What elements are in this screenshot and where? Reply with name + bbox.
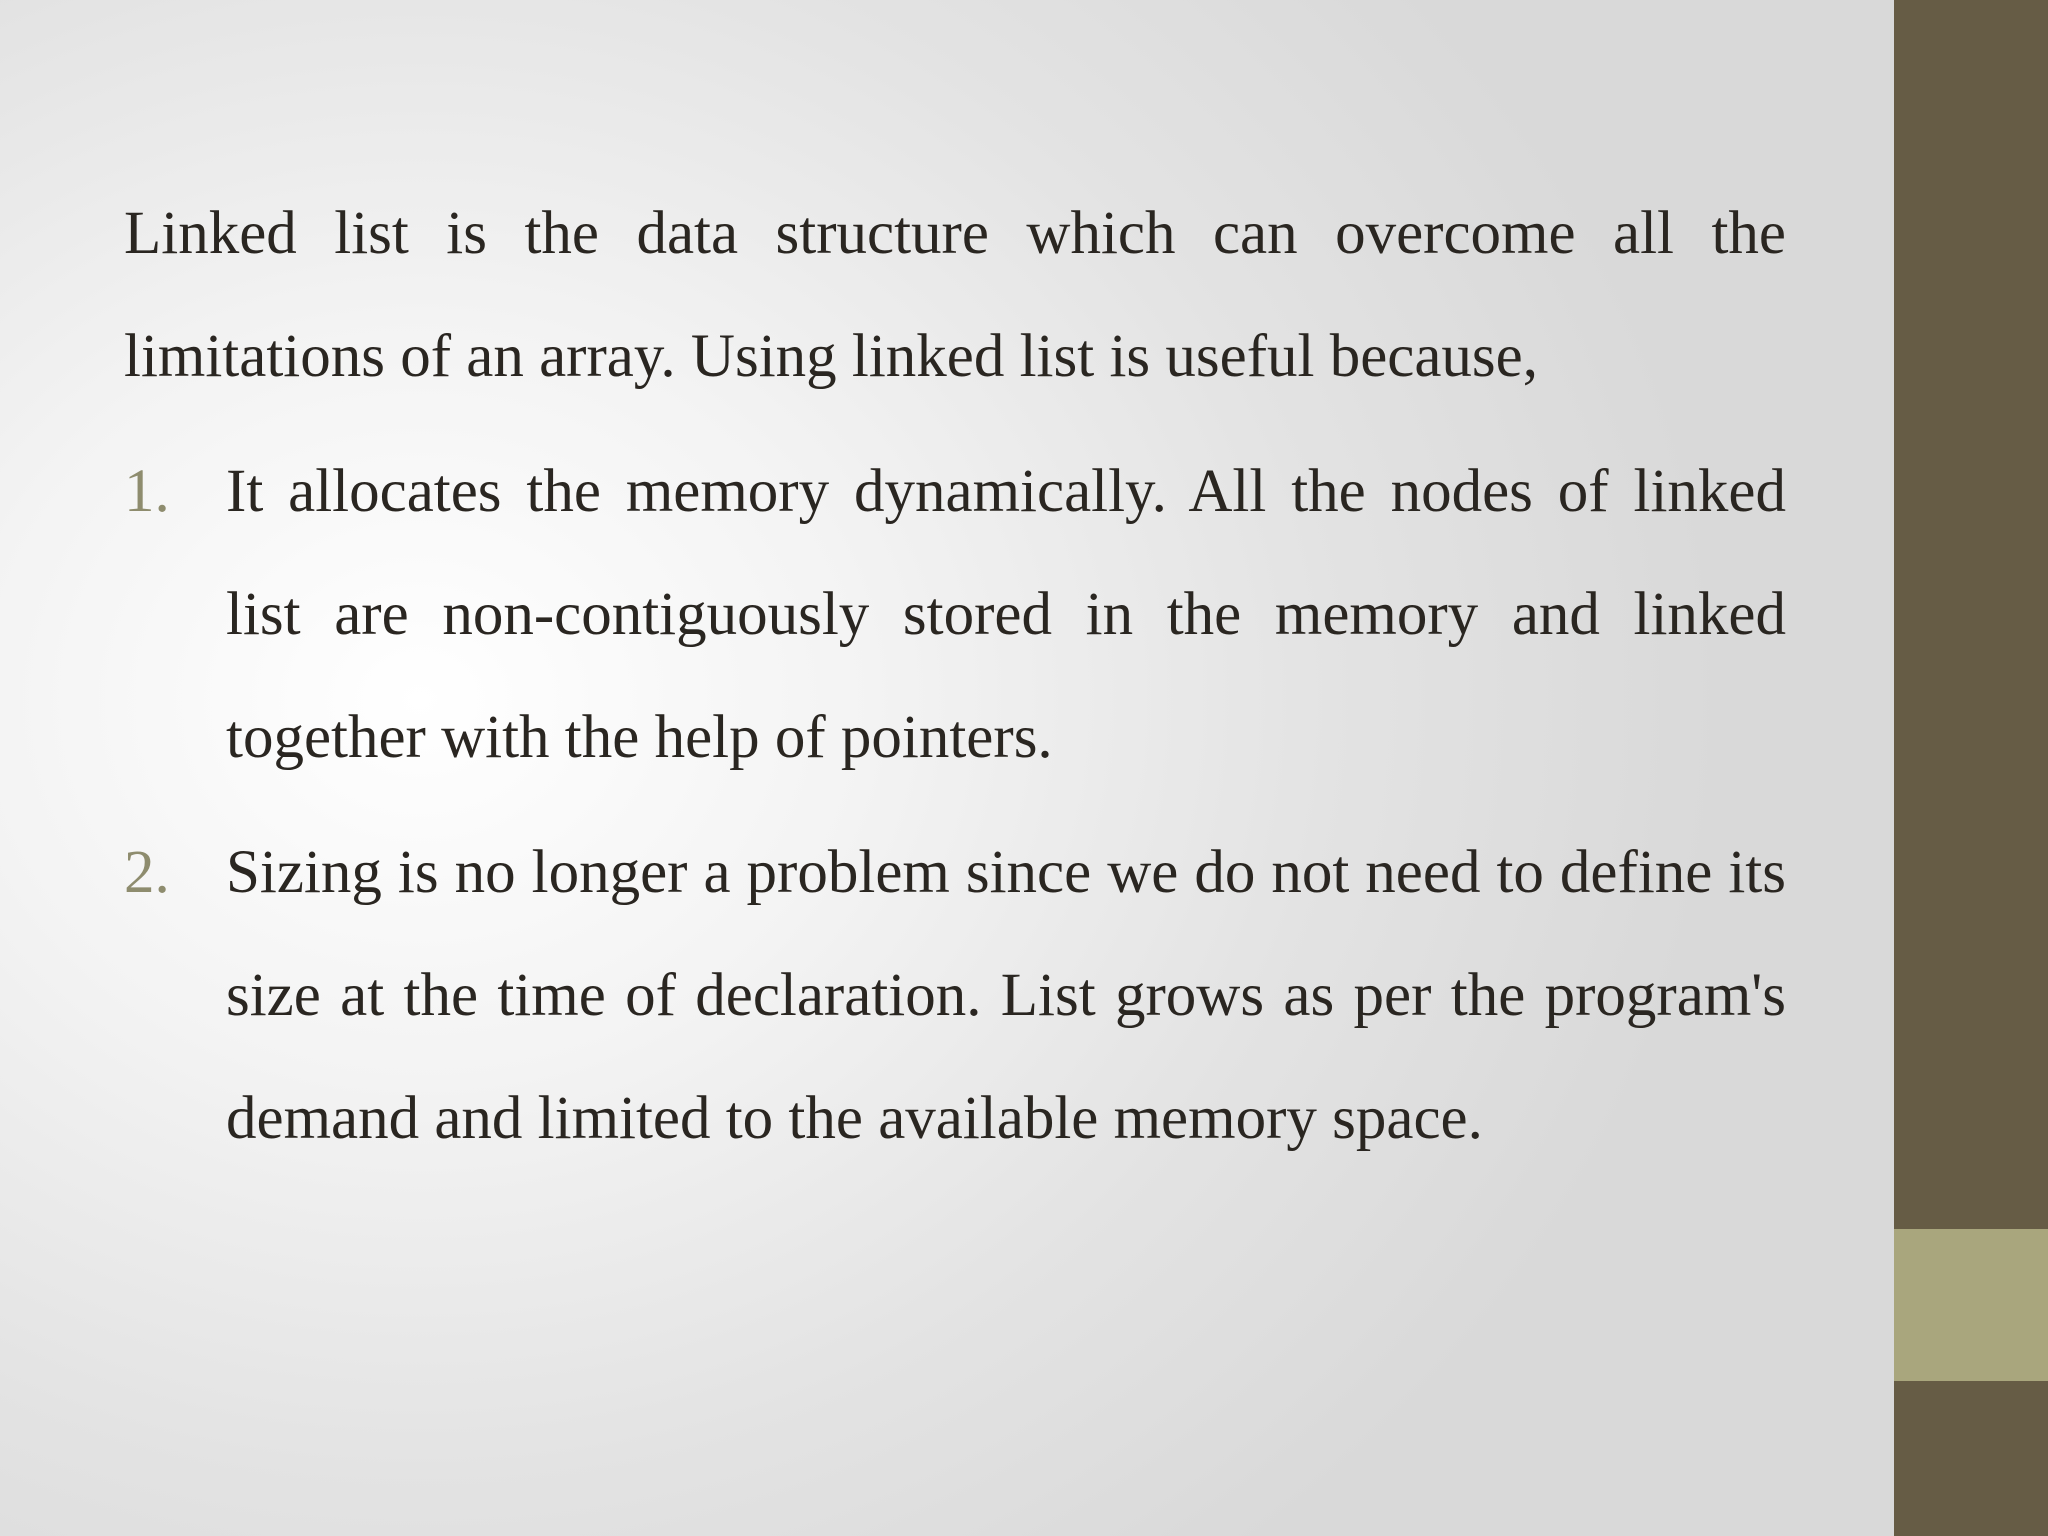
- list-item: [124, 430, 1786, 799]
- list-item-number: 2.: [124, 839, 170, 906]
- list-item-text: Sizing is no longer a problem since we do not need to define its size at the time of declaration. List grows as per the program's demand and limited to the available memory space.: [226, 839, 1786, 1152]
- side-bar-dark-top: [1894, 0, 2048, 1229]
- side-bar-accent-block: [1894, 1229, 2048, 1381]
- slide-content: [124, 172, 1786, 1192]
- side-bar-dark-bottom: [1894, 1381, 2048, 1536]
- list-item-text: It allocates the memory dynamically. All the nodes of linked list are non-contiguously stored in the memory and linked together with the help of pointers.: [226, 458, 1786, 771]
- list-item-number: 1.: [124, 458, 170, 525]
- list-item: [124, 811, 1786, 1180]
- intro-paragraph: Linked list is the data structure which can overcome all the limitations of an array. Using linked list is useful because,: [124, 200, 1786, 390]
- numbered-list: [124, 430, 1786, 1180]
- decorative-side-bar: [1894, 0, 2048, 1536]
